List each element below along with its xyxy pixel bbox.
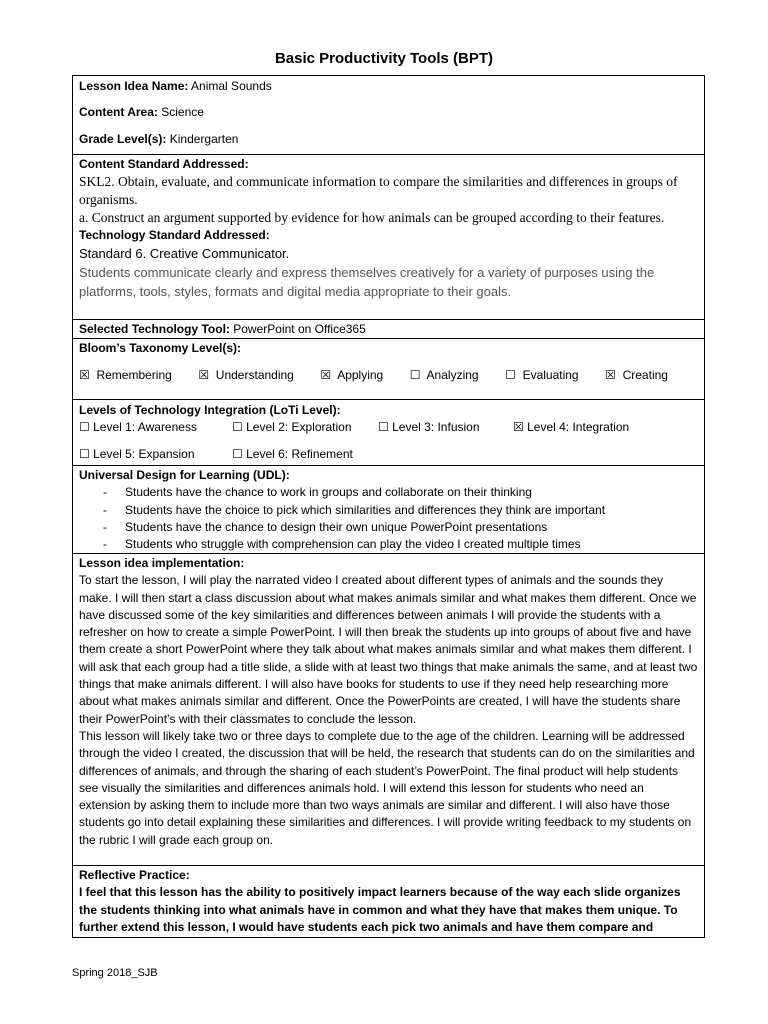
content-standard-label: Content Standard Addressed: <box>79 157 249 171</box>
udl-list <box>79 484 698 553</box>
option-label: Level 1: Awareness <box>93 420 197 435</box>
implementation-label: Lesson idea implementation: <box>79 556 245 570</box>
grade-level-value: Kindergarten <box>169 131 239 146</box>
loti-row-1 <box>79 419 698 436</box>
option-label: Analyzing <box>426 368 479 383</box>
checkbox-icon: ☒ <box>513 420 524 435</box>
list-item: - Students have the chance to design their own unique PowerPoint presentations <box>79 519 698 536</box>
tool-section <box>72 319 705 339</box>
content-standard-line2: a. Construct an argument supported by evidence for how animals can be grouped according to their features. <box>79 210 665 226</box>
implementation-paragraph-1: To start the lesson, I will play the narrated video I created about different types of animals and the sounds they make. I will then start a class discussion about what makes animals similar and what makes them different. Once we have discussed some of the key similarities and differences between animals I will provide the students with a refresher on how to create a simple PowerPoint. I will then break the students up into groups of about five and have them create a short PowerPoint where they talk about what makes animals similar and what makes them different. I will ask that each group had a title slide, a slide with at least two things that make animals the same, and at least two things that make animals different. I will also have books for students to use if they need help researching more about what makes animals similar and different. Once the PowerPoints are created, I will have the students share their PowerPoint’s with their classmates to conclude the lesson. <box>79 573 698 726</box>
lesson-info-section <box>72 75 705 155</box>
page-title: Basic Productivity Tools (BPT) <box>274 50 494 67</box>
loti-option-3[interactable] <box>378 419 513 436</box>
loti-option-6[interactable] <box>232 446 353 463</box>
checkbox-icon: ☒ <box>198 368 210 383</box>
checkbox-icon: ☐ <box>232 446 243 461</box>
option-label: Level 2: Exploration <box>246 420 352 435</box>
option-label: Evaluating <box>522 368 579 383</box>
loti-option-4[interactable] <box>513 419 629 436</box>
option-label: Understanding <box>215 368 294 383</box>
blooms-option-analyzing[interactable] <box>410 367 479 384</box>
reflective-text: I feel that this lesson has the ability to positively impact learners because of the way each slide organizes the students thinking into what animals have in common and what they have that makes them unique. To further extend this lesson, I would have students each pick two animals and have them compare and <box>79 885 681 934</box>
blooms-options <box>79 367 698 384</box>
tool-label: Selected Technology Tool: <box>79 322 230 336</box>
content-area-label: Content Area: <box>79 105 158 120</box>
blooms-option-evaluating[interactable] <box>505 367 578 384</box>
blooms-option-understanding[interactable] <box>198 367 294 384</box>
implementation-paragraph-2: This lesson will likely take two or three days to complete due to the age of the children. Learning will be addressed through the video I created, the discussion that will be held, the research that students can do on the similarities and differences of animals, and through the sharing of each student’s PowerPoint. The final product will help students see visually the similarities and differences animals hold. I will extend this lesson for students who need an extension by asking them to include more than two ways animals are similar and different. I will also have those students go into detail explaining these similarities and differences. I will provide writing feedback to my students on the rubric I will grade each group on. <box>79 728 695 847</box>
loti-option-5[interactable] <box>79 446 232 463</box>
loti-row-2 <box>79 446 698 463</box>
option-label: Level 5: Expansion <box>93 446 195 461</box>
grade-level-label: Grade Level(s): <box>79 131 167 146</box>
list-item: - Students who struggle with comprehension can play the video I created multiple times <box>79 536 698 553</box>
blooms-label: Bloom’s Taxonomy Level(s): <box>79 341 242 355</box>
loti-option-1[interactable] <box>79 419 232 436</box>
implementation-section <box>72 553 705 866</box>
checkbox-icon: ☒ <box>320 368 332 383</box>
content-standard-line1: SKL2. Obtain, evaluate, and communicate information to compare the similarities and differences in groups of organisms. <box>79 174 678 208</box>
checkbox-icon: ☐ <box>409 368 421 383</box>
checkbox-icon: ☒ <box>605 368 616 383</box>
reflective-label: Reflective Practice: <box>79 868 190 882</box>
tech-standard-text: Students communicate clearly and express themselves creatively for a variety of purposes using the platforms, tools, styles, formats and digital media appropriate to their goals. <box>79 264 655 299</box>
lesson-name-value: Animal Sounds <box>191 79 272 93</box>
option-label: Creating <box>622 368 668 383</box>
checkbox-icon: ☐ <box>79 446 90 461</box>
checkbox-icon: ☐ <box>505 368 516 383</box>
option-label: Level 4: Integration <box>527 420 630 435</box>
udl-section <box>72 465 705 554</box>
tech-standard-title: Standard 6. Creative Communicator. <box>79 245 290 261</box>
loti-label: Levels of Technology Integration (LoTi Level): <box>79 403 341 417</box>
loti-section <box>72 399 705 466</box>
reflective-section <box>72 865 705 938</box>
lesson-name-label: Lesson Idea Name: <box>79 79 189 93</box>
option-label: Level 6: Refinement <box>246 446 353 461</box>
checkbox-icon: ☐ <box>79 420 90 435</box>
option-label: Remembering <box>96 368 172 383</box>
tool-value: PowerPoint on Office365 <box>233 322 366 336</box>
content-area-value: Science <box>161 105 204 120</box>
blooms-option-creating[interactable] <box>605 367 668 384</box>
checkbox-icon: ☐ <box>378 420 389 435</box>
udl-label: Universal Design for Learning (UDL): <box>79 468 290 482</box>
option-label: Level 3: Infusion <box>392 420 480 435</box>
option-label: Applying <box>337 368 384 383</box>
checkbox-icon: ☐ <box>232 420 243 435</box>
page-footer: Spring 2018_SJB <box>72 967 158 979</box>
standards-section <box>72 154 705 320</box>
blooms-option-applying[interactable] <box>320 367 383 384</box>
blooms-option-remembering[interactable] <box>79 367 172 384</box>
checkbox-icon: ☒ <box>79 368 90 383</box>
tech-standard-label: Technology Standard Addressed: <box>79 228 270 243</box>
list-item: - Students have the chance to work in groups and collaborate on their thinking <box>79 484 698 501</box>
blooms-section <box>72 338 705 400</box>
loti-option-2[interactable] <box>232 419 378 436</box>
list-item: - Students have the choice to pick which similarities and differences they think are important <box>79 502 698 519</box>
